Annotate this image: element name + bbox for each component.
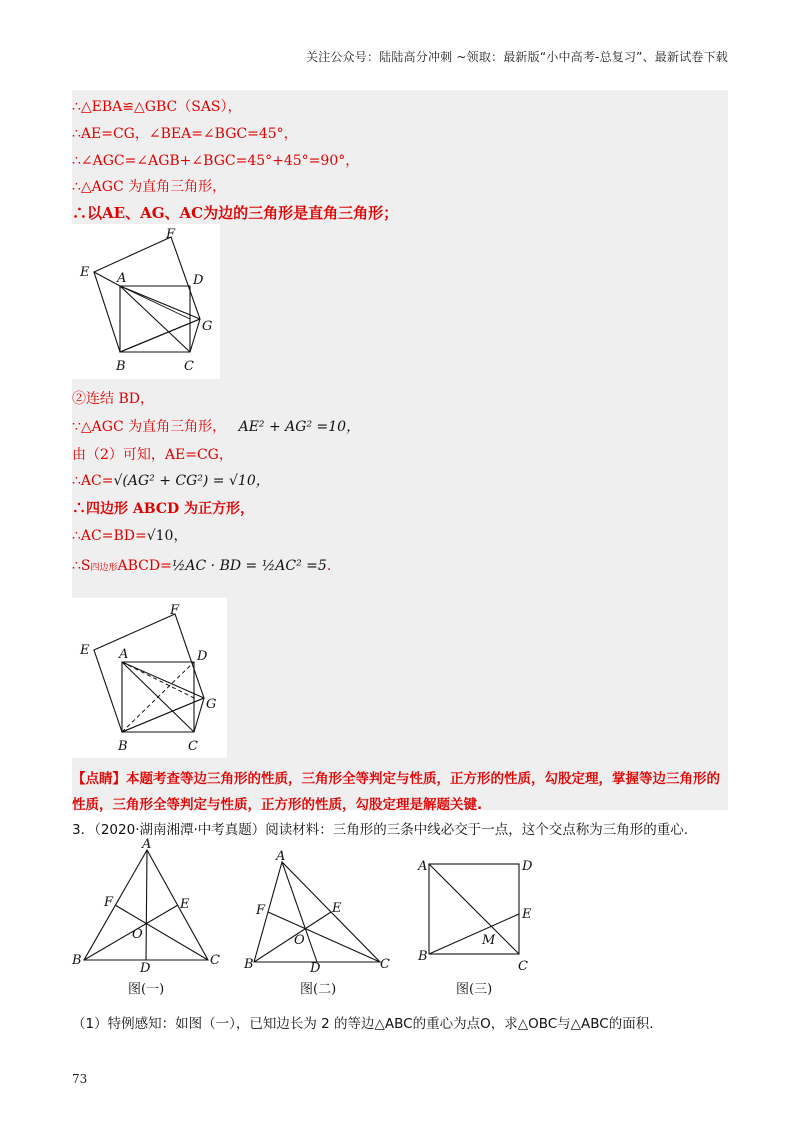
fig1-label-f: F bbox=[166, 227, 176, 242]
solution-line-3: ∴∠AGC=∠AGB+∠BGC=45°+45°=90°， bbox=[72, 153, 360, 169]
figure-one-caption: 图(一) bbox=[128, 982, 165, 997]
solution-line-11 bbox=[72, 525, 187, 545]
fig-b-label-o: O bbox=[294, 933, 305, 948]
fig2-label-f: F bbox=[170, 603, 180, 618]
fig1-label-c: C bbox=[184, 359, 194, 374]
fig-c-label-d: D bbox=[522, 859, 533, 874]
fig2-label-a: A bbox=[119, 647, 129, 662]
solution-line-12c: ½AC · BD = ½AC² =5 bbox=[171, 558, 327, 574]
fig-c-label-m: M bbox=[482, 933, 496, 948]
solution-line-8: 由（2）可知，AE=CG， bbox=[72, 447, 233, 463]
solution-line-11b: √10， bbox=[146, 528, 188, 544]
fig2-label-b: B bbox=[118, 739, 128, 754]
solution-line-1: ∴△EBA≌△GBC（SAS）， bbox=[72, 99, 242, 115]
fig-c-label-a: A bbox=[418, 859, 428, 874]
fig-c-label-e: E bbox=[522, 907, 532, 922]
solution-line-12 bbox=[72, 558, 331, 574]
fig1-label-g: G bbox=[202, 319, 213, 334]
fig1-label-d: D bbox=[193, 273, 204, 288]
fig-b-label-f: F bbox=[256, 903, 266, 918]
solution-line-11a: ∴AC=BD= bbox=[72, 528, 147, 544]
fig-b-label-b: B bbox=[244, 957, 254, 972]
fig-c-label-c: C bbox=[518, 959, 528, 974]
solution-line-4: ∴△AGC 为直角三角形， bbox=[72, 179, 227, 195]
solution-line-9 bbox=[72, 470, 270, 490]
fig-a-label-e: E bbox=[180, 897, 190, 912]
fig-b-label-a: A bbox=[276, 849, 286, 864]
fig-a-label-a: A bbox=[142, 837, 152, 852]
fig2-label-c: C bbox=[188, 739, 198, 754]
figure-three bbox=[414, 852, 544, 974]
solution-block bbox=[72, 90, 728, 813]
solution-line-5: ∴以AE、AG、AC为边的三角形是直角三角形； bbox=[72, 204, 399, 222]
fig-b-label-d: D bbox=[310, 961, 321, 976]
figure-one bbox=[72, 837, 222, 976]
solution-line-12b: ABCD= bbox=[117, 558, 172, 574]
fig1-label-b: B bbox=[116, 359, 126, 374]
fig2-label-e: E bbox=[80, 643, 90, 658]
solution-line-12-sub: 四边形 bbox=[90, 563, 118, 573]
fig-b-label-e: E bbox=[332, 901, 342, 916]
fig-a-label-f: F bbox=[104, 895, 114, 910]
solution-line-12a: ∴S bbox=[72, 558, 91, 574]
solution-line-6: ②连结 BD， bbox=[72, 391, 154, 407]
question-part-1: （1）特例感知：如图（一），已知边长为 2 的等边△ABC的重心为点O，求△OBC与△ABC的面积. bbox=[72, 1016, 654, 1032]
fig1-label-e: E bbox=[80, 265, 90, 280]
solution-line-2: ∴AE=CG，∠BEA=∠BGC=45°， bbox=[72, 126, 298, 142]
figure-square-2 bbox=[72, 598, 227, 758]
solution-line-7 bbox=[72, 416, 360, 436]
fig1-label-a: A bbox=[117, 271, 127, 286]
fig-c-label-b: B bbox=[418, 949, 428, 964]
solution-line-7a: ∵△AGC 为直角三角形， bbox=[72, 419, 227, 435]
fig2-label-d: D bbox=[197, 649, 208, 664]
solution-line-9b: √(AG² + CG²) = √10， bbox=[113, 473, 270, 489]
figure-two-caption: 图(二) bbox=[300, 982, 337, 997]
fig2-label-g: G bbox=[206, 697, 217, 712]
solution-line-9a: ∴AC= bbox=[72, 473, 114, 489]
figure-square-1 bbox=[72, 224, 220, 379]
solution-line-12d: . bbox=[326, 558, 332, 574]
fig-a-label-o: O bbox=[132, 927, 143, 942]
fig-b-label-c: C bbox=[380, 957, 390, 972]
solution-line-10: ∴四边形 ABCD 为正方形， bbox=[72, 501, 254, 517]
key-point-note: 【点睛】本题考查等边三角形的性质，三角形全等判定与性质，正方形的性质，勾股定理，掌握等边三角形的性质，三角形全等判定与性质，正方形的性质，勾股定理是解题关键. bbox=[72, 771, 720, 813]
page-header: 关注公众号：陆陆高分冲刺 ~领取：最新版“小中高考-总复习”、最新试卷下载 bbox=[305, 50, 728, 64]
figure-two bbox=[244, 846, 394, 976]
fig-a-label-d: D bbox=[140, 961, 151, 976]
figure-three-caption: 图(三) bbox=[456, 982, 493, 997]
fig-a-label-c: C bbox=[210, 953, 220, 968]
fig-a-label-b: B bbox=[72, 953, 82, 968]
page-number: 73 bbox=[72, 1072, 88, 1086]
solution-line-7b: AE² + AG² =10， bbox=[238, 419, 361, 435]
problem-statement: 3．（2020·湖南湘潭·中考真题）阅读材料：三角形的三条中线必交于一点，这个交点称为三角形的重心. bbox=[72, 822, 689, 838]
